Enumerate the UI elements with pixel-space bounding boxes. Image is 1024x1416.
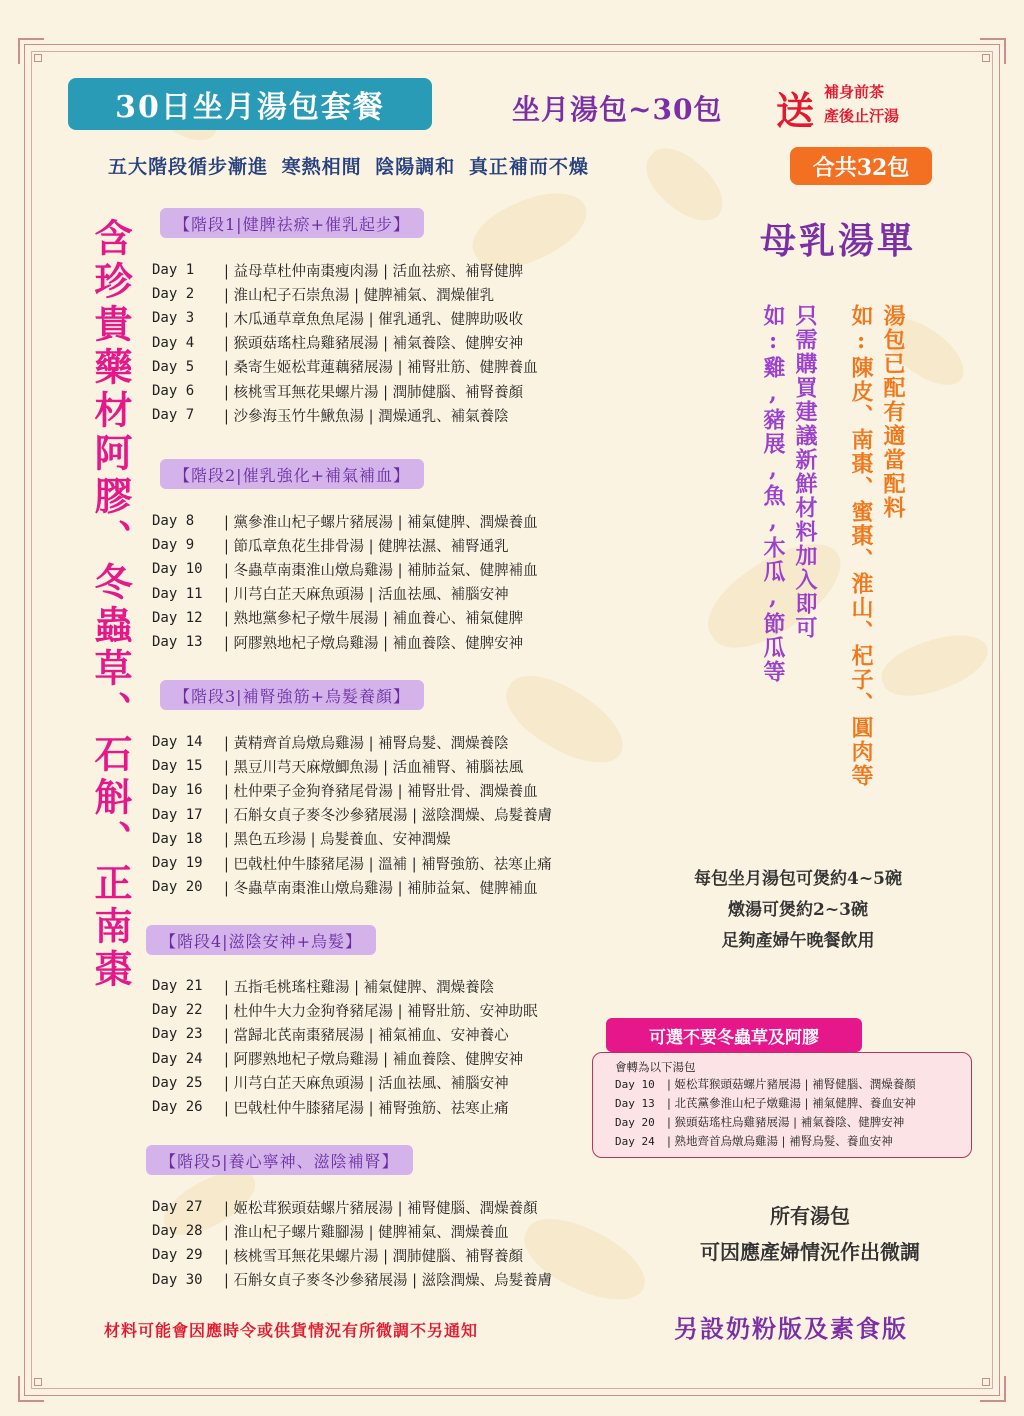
- day-soup: | 淮山杞子螺片雞腳湯 | 健脾補氣、潤燥養血: [224, 1224, 509, 1241]
- day-number: Day 23: [152, 1026, 203, 1043]
- day-number: Day 4: [152, 334, 195, 351]
- day-soup: | 益母草杜仲南棗瘦肉湯 | 活血祛瘀、補腎健脾: [224, 263, 524, 280]
- day-row: [152, 1095, 538, 1119]
- day-number: Day 29: [152, 1247, 203, 1264]
- day-row: [152, 974, 538, 998]
- swap-row: [615, 1113, 961, 1132]
- day-row: [152, 875, 552, 899]
- page-title: 30日坐月湯包套餐: [68, 78, 432, 130]
- day-soup: | 石斛女貞子麥冬沙參豬展湯 | 滋陰潤燥、烏髮養膚: [224, 808, 553, 825]
- day-number: Day 28: [152, 1223, 203, 1240]
- day-soup: | 川芎白芷天麻魚頭湯 | 活血祛風、補腦安神: [224, 1076, 509, 1093]
- day-soup: | 杜仲栗子金狗脊豬尾骨湯 | 補腎壯骨、潤燥養血: [224, 783, 538, 800]
- day-soup: | 核桃雪耳無花果螺片湯 | 潤肺健腦、補腎養顏: [224, 384, 524, 401]
- stage-2-label: 【階段2|催乳強化+補氣補血】: [160, 459, 424, 489]
- day-soup: | 黃精齊首烏燉烏雞湯 | 補腎烏髮、潤燥養陰: [224, 735, 509, 752]
- day-soup: | 阿膠熟地杞子燉烏雞湯 | 補血養陰、健脾安神: [224, 1052, 524, 1069]
- day-soup: | 沙參海玉竹牛鰍魚湯 | 潤燥通乳、補氣養陰: [224, 408, 509, 425]
- day-number: Day 26: [152, 1099, 203, 1116]
- day-soup: | 節瓜章魚花生排骨湯 | 健脾祛濕、補腎通乳: [224, 538, 509, 555]
- day-number: Day 24: [152, 1050, 203, 1067]
- day-soup: | 熟地黨參杞子燉牛展湯 | 補血養心、補氣健脾: [224, 611, 524, 628]
- day-number: Day 16: [152, 782, 203, 799]
- included-ingredients-list: 如:陳皮、南棗、蜜棗、淮山、杞子、圓肉等: [848, 304, 874, 788]
- day-number: Day 18: [152, 830, 203, 847]
- day-number: Day 27: [152, 1199, 203, 1216]
- day-number: Day 11: [152, 585, 203, 602]
- stage-2-list: [152, 509, 538, 654]
- serving-note: 足夠產婦午晚餐飲用: [721, 931, 875, 951]
- day-row: [152, 1268, 552, 1292]
- day-row: [152, 754, 552, 778]
- day-soup: | 猴頭菇瑤柱烏雞豬展湯 | 補氣養陰、健脾安神: [224, 336, 524, 353]
- day-soup: | 冬蟲草南棗淮山燉烏雞湯 | 補肺益氣、健脾補血: [224, 562, 538, 579]
- day-number: Day 30: [152, 1271, 203, 1288]
- stage-4-list: [152, 974, 538, 1119]
- serving-notes: [648, 864, 948, 957]
- day-number: Day 8: [152, 513, 195, 530]
- pack-count-label: 坐月湯包~30包: [512, 93, 723, 126]
- day-soup: | 黑豆川芎天麻燉鯽魚湯 | 活血補腎、補腦祛風: [224, 759, 524, 776]
- day-row: [152, 998, 538, 1022]
- swap-row: [615, 1075, 961, 1094]
- day-number: Day 5: [152, 358, 195, 375]
- day-row: [152, 403, 538, 427]
- day-row: [152, 1047, 538, 1071]
- day-soup: | 姬松茸猴頭菇螺片豬展湯 | 補腎健腦、潤燥養顏: [224, 1200, 538, 1217]
- serving-note: 每包坐月湯包可煲約4~5碗: [694, 869, 902, 889]
- day-number: Day 20: [615, 1116, 655, 1129]
- disclaimer: 材料可能會因應時令或供貨情況有所微調不另通知: [104, 1321, 479, 1340]
- day-number: Day 12: [152, 609, 203, 626]
- serving-note: 燉湯可煲約2~3碗: [728, 900, 868, 920]
- day-number: Day 21: [152, 978, 203, 995]
- day-number: Day 20: [152, 879, 203, 896]
- day-soup: | 五指毛桃瑤柱雞湯 | 補氣健脾、潤燥養陰: [224, 979, 495, 996]
- day-row: [152, 1243, 552, 1267]
- corner-ornament: [34, 1378, 42, 1386]
- day-row: [152, 851, 552, 875]
- day-row: [152, 306, 538, 330]
- stage-5-label: 【階段5|養心寧神、滋陰補腎】: [146, 1145, 413, 1175]
- day-row: [152, 1195, 552, 1219]
- option-badge: 可選不要冬蟲草及阿膠: [606, 1018, 862, 1052]
- day-number: Day 22: [152, 1002, 203, 1019]
- day-row: [152, 1022, 538, 1046]
- day-soup: | 杜仲牛大力金狗脊豬尾湯 | 補腎壯筋、安神助眠: [224, 1003, 538, 1020]
- day-soup: | 川芎白芷天麻魚頭湯 | 活血祛風、補腦安神: [224, 587, 509, 604]
- fresh-ingredients-list: 如:雞,豬展,魚,木瓜,節瓜等: [760, 304, 786, 684]
- day-soup: | 冬蟲草南棗淮山燉烏雞湯 | 補肺益氣、健脾補血: [224, 880, 538, 897]
- day-number: Day 19: [152, 855, 203, 872]
- day-row: [152, 533, 538, 557]
- day-number: Day 7: [152, 407, 195, 424]
- day-row: [152, 557, 538, 581]
- day-row: [152, 509, 538, 533]
- adjust-line: 可因應產婦情況作出微調: [700, 1240, 920, 1264]
- day-row: [152, 827, 552, 851]
- corner-ornament: [34, 54, 42, 62]
- day-soup: | 阿膠熟地杞子燉烏雞湯 | 補血養陰、健脾安神: [224, 635, 524, 652]
- day-soup: | 姬松茸猴頭菇螺片豬展湯 | 補腎健腦、潤燥養顏: [667, 1077, 916, 1091]
- day-soup: | 猴頭菇瑤柱烏雞豬展湯 | 補氣養陰、健脾安神: [667, 1115, 905, 1129]
- day-soup: | 當歸北芪南棗豬展湯 | 補氣補血、安神養心: [224, 1027, 509, 1044]
- day-soup: | 石斛女貞子麥冬沙參豬展湯 | 滋陰潤燥、烏髮養膚: [224, 1273, 553, 1290]
- day-number: Day 1: [152, 262, 195, 279]
- stage-4-label: 【階段4|滋陰安神+烏髮】: [146, 925, 376, 955]
- day-row: [152, 379, 538, 403]
- gift-items: [824, 80, 899, 128]
- included-ingredients-heading: 湯包已配有適當配料: [880, 304, 906, 520]
- day-row: [152, 606, 538, 630]
- day-soup: | 桑寄生姬松茸蓮藕豬展湯 | 補腎壯筋、健脾養血: [224, 360, 538, 377]
- day-number: Day 15: [152, 758, 203, 775]
- stage-3-list: [152, 730, 552, 899]
- stage-1-list: [152, 258, 538, 427]
- swap-row: [615, 1132, 961, 1151]
- ingredients-heading: 含珍貴藥材阿膠、冬蟲草、石斛、正南棗: [88, 218, 133, 992]
- day-number: Day 9: [152, 537, 195, 554]
- day-row: [152, 282, 538, 306]
- day-number: Day 13: [152, 634, 203, 651]
- fresh-ingredients-heading: 只需購買建議新鮮材料加入即可: [792, 304, 818, 640]
- slogan: 五大階段循步漸進 寒熱相間 陰陽調和 真正補而不燥: [108, 156, 589, 178]
- day-row: [152, 778, 552, 802]
- versions-note: 另設奶粉版及素食版: [674, 1314, 908, 1343]
- swap-list-box: [592, 1052, 972, 1158]
- day-number: Day 3: [152, 310, 195, 327]
- stage-1-label: 【階段1|健脾祛瘀+催乳起步】: [160, 208, 424, 238]
- milk-soup-title: 母乳湯單: [760, 220, 917, 262]
- swap-row: [615, 1094, 961, 1113]
- gift-item: 補身前茶: [824, 83, 885, 101]
- day-number: Day 24: [615, 1135, 655, 1148]
- day-number: Day 25: [152, 1074, 203, 1091]
- day-row: [152, 803, 552, 827]
- day-number: Day 10: [152, 561, 203, 578]
- day-row: [152, 331, 538, 355]
- day-soup: | 淮山杞子石崇魚湯 | 健脾補氣、潤燥催乳: [224, 287, 495, 304]
- total-badge: 合共32包: [790, 147, 932, 185]
- swap-heading: 會轉為以下湯包: [615, 1060, 696, 1074]
- day-number: Day 6: [152, 383, 195, 400]
- day-row: [152, 258, 538, 282]
- day-soup: | 黨參淮山杞子螺片豬展湯 | 補氣健脾、潤燥養血: [224, 514, 538, 531]
- adjust-note: [640, 1198, 980, 1270]
- day-row: [152, 582, 538, 606]
- corner-ornament: [982, 1378, 990, 1386]
- adjust-line: 所有湯包: [770, 1204, 850, 1228]
- day-soup: | 北芪黨參淮山杞子燉雞湯 | 補氣健脾、養血安神: [667, 1096, 916, 1110]
- gift-item: 產後止汗湯: [824, 107, 900, 125]
- day-row: [152, 1219, 552, 1243]
- day-row: [152, 1071, 538, 1095]
- stage-3-label: 【階段3|補腎強筋+烏髮養顏】: [160, 680, 424, 710]
- day-number: Day 13: [615, 1097, 655, 1110]
- day-soup: | 黑色五珍湯 | 烏髮養血、安神潤燥: [224, 832, 451, 849]
- day-row: [152, 730, 552, 754]
- corner-ornament: [982, 54, 990, 62]
- day-soup: | 木瓜通草章魚魚尾湯 | 催乳通乳、健脾助吸收: [224, 311, 524, 328]
- day-soup: | 巴戟杜仲牛膝豬尾湯 | 溫補 | 補腎強筋、祛寒止痛: [224, 856, 552, 873]
- day-number: Day 17: [152, 806, 203, 823]
- day-number: Day 10: [615, 1078, 655, 1091]
- day-number: Day 2: [152, 286, 195, 303]
- day-row: [152, 355, 538, 379]
- day-soup: | 巴戟杜仲牛膝豬尾湯 | 補腎強筋、祛寒止痛: [224, 1100, 509, 1117]
- stage-5-list: [152, 1195, 552, 1292]
- day-number: Day 14: [152, 734, 203, 751]
- day-soup: | 核桃雪耳無花果螺片湯 | 潤肺健腦、補腎養顏: [224, 1248, 524, 1265]
- day-row: [152, 630, 538, 654]
- gift-label: 送: [776, 88, 815, 133]
- day-soup: | 熟地齊首烏燉烏雞湯 | 補腎烏髮、養血安神: [667, 1134, 893, 1148]
